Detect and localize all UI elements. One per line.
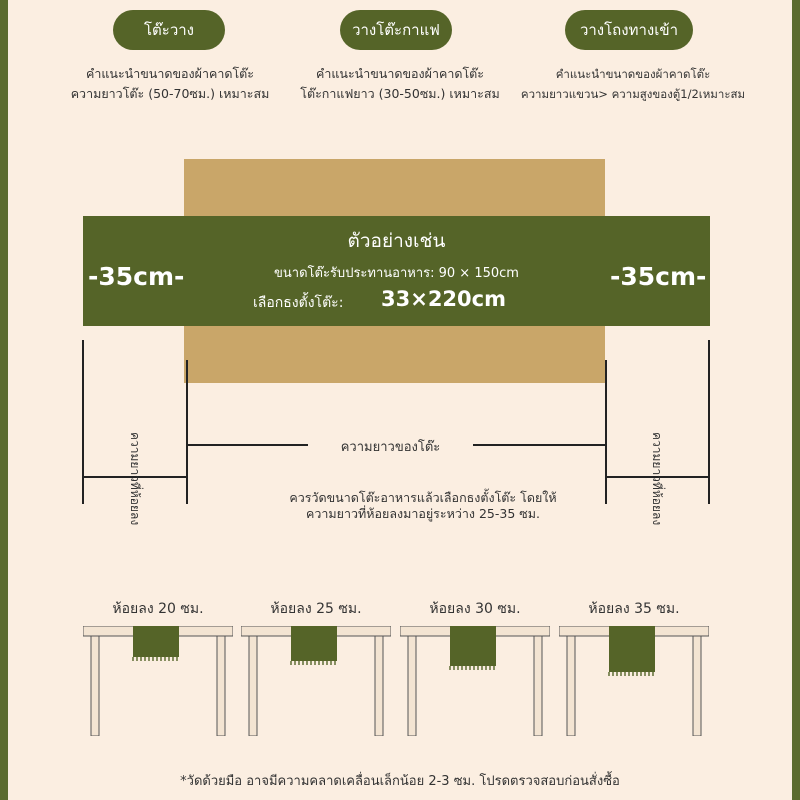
- example-band: [83, 216, 710, 326]
- tip-line-1: คำแนะนำขนาดของผ้าคาดโต๊ะ: [555, 67, 711, 81]
- table-illustration: [400, 626, 550, 736]
- left-inner-line: [186, 360, 188, 504]
- tip-line-2: โต๊ะกาแฟยาว (30-50ซม.) เหมาะสม: [300, 86, 500, 101]
- drop-example-35: [559, 601, 709, 740]
- option-table-pill: โต๊ะวาง: [113, 10, 225, 50]
- drop-label: ห้อยลง 35 ซม.: [588, 601, 680, 617]
- table-length-line-right: [473, 444, 605, 446]
- right-inner-line: [605, 360, 607, 504]
- option-entryway-pill: วางโถงทางเข้า: [565, 10, 693, 50]
- table-length-label: ความยาวของโต๊ะ: [340, 440, 441, 455]
- right-overhang-label: -35cm-: [610, 262, 707, 291]
- drop-example-25: [241, 601, 391, 740]
- left-overhang-label: -35cm-: [88, 262, 185, 291]
- drop-example-30: [400, 601, 550, 740]
- drop-label: ห้อยลง 30 ซม.: [429, 601, 521, 617]
- table-illustration: [83, 626, 233, 736]
- advice-text: ควรวัดขนาดโต๊ะอาหารแล้วเลือกธงตั้งโต๊ะ โดยให้ความยาวที่ห้อยลงมาอยู่ระหว่าง 25-35 ซม.: [289, 490, 557, 521]
- table-illustration: [241, 626, 391, 736]
- right-outer-line: [708, 340, 710, 504]
- example-title: ตัวอย่างเช่น: [347, 230, 446, 252]
- option-coffee-table-pill: วางโต๊ะกาแฟ: [340, 10, 452, 50]
- right-drop-label: ความยาวที่ห้อยลง: [650, 432, 664, 526]
- drop-example-20: [83, 601, 233, 740]
- example-runner-size: 33×220cm: [381, 287, 506, 311]
- tip-line-1: คำแนะนำขนาดของผ้าคาดโต๊ะ: [85, 66, 255, 81]
- tip-line-2: ความยาวโต๊ะ (50-70ซม.) เหมาะสม: [70, 86, 270, 101]
- tip-line-2: ความยาวแขวน> ความสูงของตู้1/2เหมาะสม: [520, 87, 746, 101]
- option-table-tip: [50, 64, 290, 104]
- option-entryway-tip: [508, 64, 758, 104]
- footnote: *วัดด้วยมือ อาจมีความคลาดเคลื่อนเล็กน้อย 2-3 ซม. โปรดตรวจสอบก่อนสั่งซื้อ: [180, 774, 620, 789]
- example-table-size: ขนาดโต๊ะรับประทานอาหาร: 90 × 150cm: [274, 266, 519, 281]
- option-coffee-table-tip: [280, 64, 520, 104]
- example-choose-label: เลือกธงตั้งโต๊ะ:: [253, 295, 344, 311]
- left-drop-label: ความยาวที่ห้อยลง: [128, 432, 142, 526]
- left-outer-line: [82, 340, 84, 504]
- table-illustration: [559, 626, 709, 736]
- tip-line-1: คำแนะนำขนาดของผ้าคาดโต๊ะ: [315, 66, 485, 81]
- page: [8, 0, 792, 800]
- table-length-line-left: [188, 444, 308, 446]
- drop-label: ห้อยลง 25 ซม.: [270, 601, 362, 617]
- drop-label: ห้อยลง 20 ซม.: [112, 601, 204, 617]
